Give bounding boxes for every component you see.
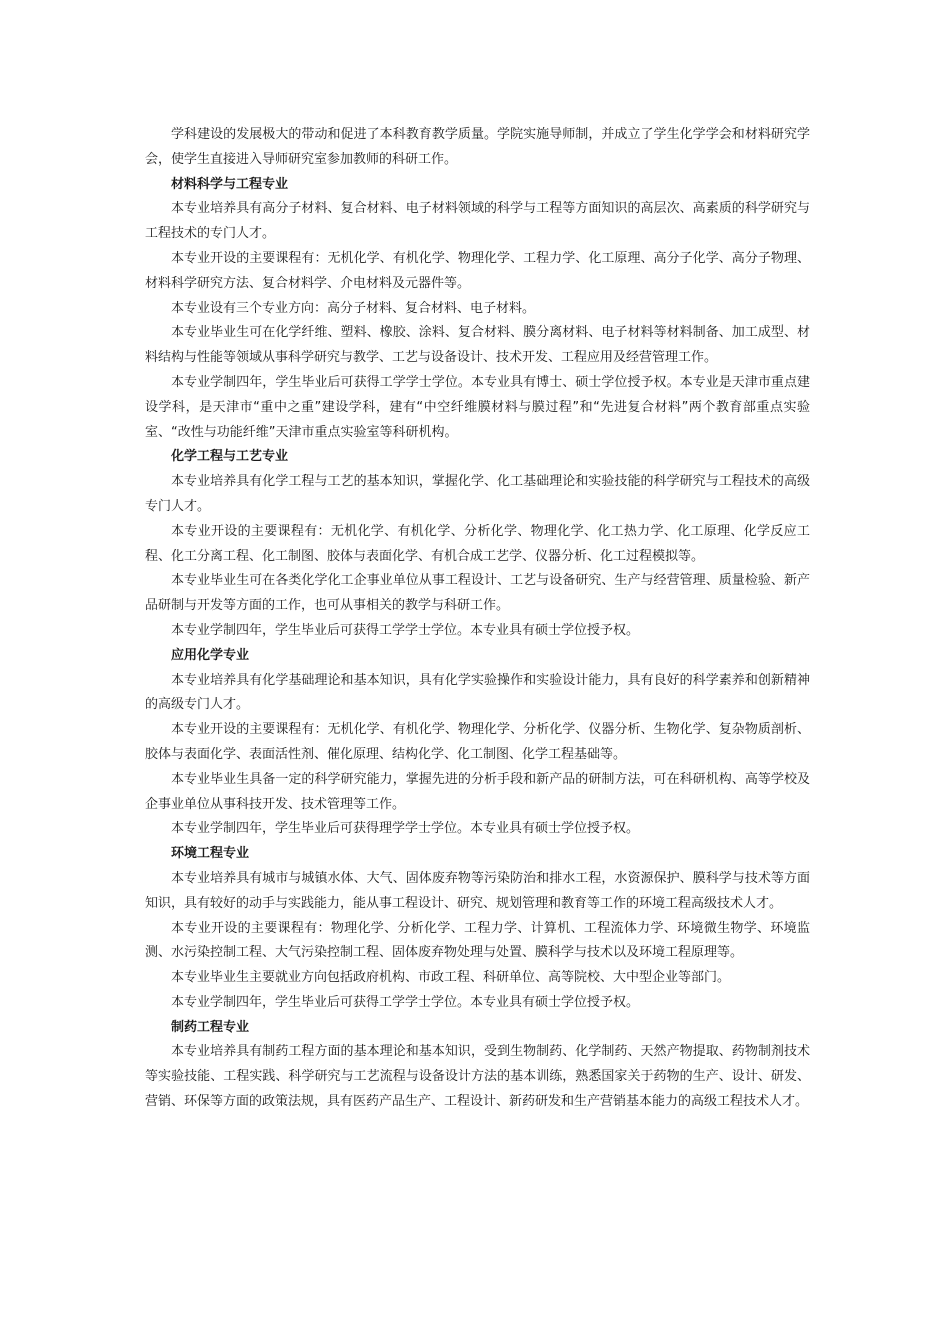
paragraph: 本专业开设的主要课程有：物理化学、分析化学、工程力学、计算机、工程流体力学、环境微生物学、环境监测、水污染控制工程、大气污染控制工程、固体废弃物处理与处置、膜科学与技术以及环境工程原理等。 xyxy=(145,920,810,961)
section-heading-applied-chemistry: 应用化学专业 xyxy=(171,647,250,663)
paragraph: 本专业毕业生可在化学纤维、塑料、橡胶、涂料、复合材料、膜分离材料、电子材料等材料制备、加工成型、材料结构与性能等领域从事科学研究与教学、工艺与设备设计、技术开发、工程应用及经营管理工作。 xyxy=(145,325,810,366)
paragraph: 本专业学制四年，学生毕业后可获得工学学士学位。本专业具有博士、硕士学位授予权。本专业是天津市重点建设学科，是天津市“重中之重”建设学科，建有“中空纤维膜材料与膜过程”和“先进复合材料”两个教育部重点实验室、“改性与功能纤维”天津市重点实验室等科研机构。 xyxy=(145,374,810,440)
paragraph: 本专业开设的主要课程有：无机化学、有机化学、物理化学、工程力学、化工原理、高分子化学、高分子物理、材料科学研究方法、复合材料学、介电材料及元器件等。 xyxy=(145,250,810,291)
paragraph: 本专业学制四年，学生毕业后可获得工学学士学位。本专业具有硕士学位授予权。 xyxy=(171,994,640,1010)
paragraph: 本专业设有三个专业方向：高分子材料、复合材料、电子材料。 xyxy=(171,300,536,316)
paragraph: 本专业培养具有化学工程与工艺的基本知识，掌握化学、化工基础理论和实验技能的科学研究与工程技术的高级专门人才。 xyxy=(145,474,810,514)
paragraph: 本专业培养具有城市与城镇水体、大气、固体废弃物等污染防治和排水工程，水资源保护、膜科学与技术等方面知识，具有较好的动手与实践能力，能从事工程设计、研究、规划管理和教育等工作的环境工程高级技术人才。 xyxy=(145,870,810,911)
paragraph: 本专业毕业生主要就业方向包括政府机构、市政工程、科研单位、高等院校、大中型企业等部门。 xyxy=(171,970,731,986)
paragraph: 本专业开设的主要课程有：无机化学、有机化学、物理化学、分析化学、仪器分析、生物化学、复杂物质剖析、胶体与表面化学、表面活性剂、催化原理、结构化学、化工制图、化学工程基础等。 xyxy=(145,722,810,762)
paragraph: 本专业培养具有制药工程方面的基本理论和基本知识，受到生物制药、化学制药、天然产物提取、药物制剂技术等实验技能、工程实践、科学研究与工艺流程与设备设计方法的基本训练，熟悉国家关于药物的生产、设计、研发、营销、环保等方面的政策法规，具有医药产品生产、工程设计、新药研发和生产营销基本能力的高级工程技术人才。 xyxy=(145,1044,810,1110)
paragraph: 本专业学制四年，学生毕业后可获得理学学士学位。本专业具有硕士学位授予权。 xyxy=(171,821,640,837)
section-heading-pharmaceutical-engineering: 制药工程专业 xyxy=(171,1019,250,1035)
document-page xyxy=(145,123,810,1115)
paragraph: 本专业开设的主要课程有：无机化学、有机化学、分析化学、物理化学、化工热力学、化工原理、化学反应工程、化工分离工程、化工制图、胶体与表面化学、有机合成工艺学、仪器分析、化工过程模拟等。 xyxy=(145,523,810,564)
paragraph: 本专业毕业生可在各类化学化工企事业单位从事工程设计、工艺与设备研究、生产与经营管理、质量检验、新产品研制与开发等方面的工作，也可从事相关的教学与科研工作。 xyxy=(145,573,810,614)
section-heading-chemical-engineering: 化学工程与工艺专业 xyxy=(171,449,289,465)
paragraph: 本专业培养具有高分子材料、复合材料、电子材料领域的科学与工程等方面知识的高层次、高素质的科学研究与工程技术的专门人才。 xyxy=(145,201,810,242)
intro-paragraph: 学科建设的发展极大的带动和促进了本科教育教学质量。学院实施导师制，并成立了学生化学学会和材料研究学会，使学生直接进入导师研究室参加教师的科研工作。 xyxy=(145,127,810,167)
paragraph: 本专业学制四年，学生毕业后可获得工学学士学位。本专业具有硕士学位授予权。 xyxy=(171,622,640,638)
section-heading-environmental-engineering: 环境工程专业 xyxy=(171,846,250,862)
section-heading-materials: 材料科学与工程专业 xyxy=(171,176,289,192)
paragraph: 本专业培养具有化学基础理论和基本知识，具有化学实验操作和实验设计能力，具有良好的科学素养和创新精神的高级专门人才。 xyxy=(145,672,810,713)
paragraph: 本专业毕业生具备一定的科学研究能力，掌握先进的分析手段和新产品的研制方法，可在科研机构、高等学校及企事业单位从事科技开发、技术管理等工作。 xyxy=(145,771,810,812)
